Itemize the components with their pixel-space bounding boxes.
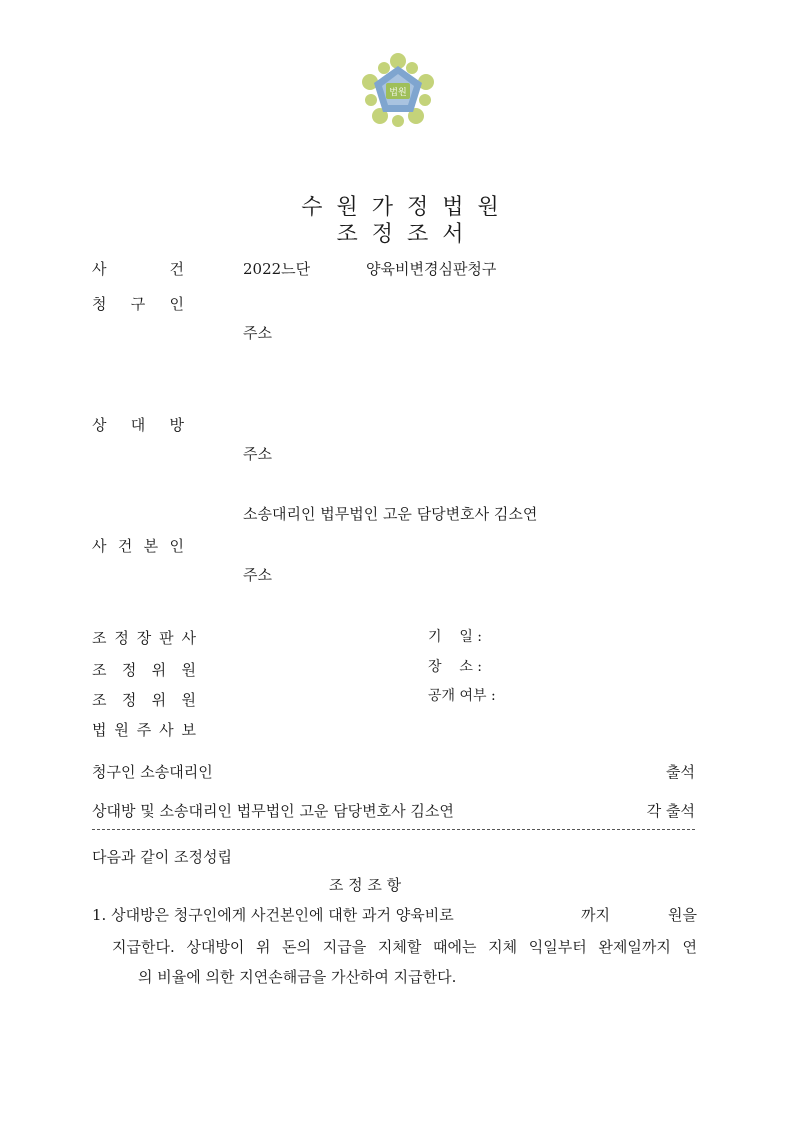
divider (92, 829, 695, 830)
court-emblem-icon (360, 52, 436, 128)
attendance-row2-label: 상대방 및 소송대리인 법무법인 고운 담당변호사 김소연 (92, 802, 454, 820)
claimant-label (92, 293, 184, 314)
label-char: 조 (92, 691, 107, 709)
label-char: 위 (151, 661, 167, 679)
label-char: 사 (92, 260, 107, 278)
label-char: 정 (121, 691, 137, 709)
label-char: 보 (181, 721, 196, 739)
label-char: 본 (143, 537, 159, 555)
svg-text:법원: 법원 (389, 88, 407, 98)
court-name: 수원가정법원 (301, 195, 513, 220)
terms-heading: 조 정 조 항 (328, 876, 402, 894)
label-char: 원 (181, 691, 196, 709)
respondent-address-label: 주소 (243, 445, 272, 463)
respondent-label (92, 414, 184, 435)
mediator-1-label (92, 659, 196, 680)
respondent-agent: 소송대리인 법무법인 고운 담당변호사 김소연 (243, 505, 538, 523)
label-char: 구 (130, 295, 146, 313)
label-char: 조 (92, 629, 107, 647)
attendance-row2-status: 각 출석 (646, 802, 695, 820)
label-char: 위 (151, 691, 167, 709)
label-char: 건 (117, 537, 133, 555)
claimant-address-label: 주소 (243, 324, 272, 342)
label-char: 인 (169, 295, 184, 313)
label-char: 원 (181, 661, 196, 679)
label-char: 인 (169, 537, 184, 555)
term-1-line-1a: 1. 상대방은 청구인에게 사건본인에 대한 과거 양육비로 (92, 906, 454, 924)
label-char: 건 (169, 260, 184, 278)
label-char: 사 (181, 629, 196, 647)
label-char: 청 (92, 295, 107, 313)
term-1-line-1b: 까지 (581, 906, 610, 924)
attendance-row1-label: 청구인 소송대리인 (92, 763, 213, 781)
case-name: 양육비변경심판청구 (366, 260, 497, 278)
case-label (92, 258, 184, 279)
document-title: 조정조서 (336, 222, 478, 247)
label-char: 방 (169, 416, 184, 434)
principal-address-label: 주소 (243, 566, 272, 584)
label-char: 조 (92, 661, 107, 679)
public-label: 공개 여부 : (428, 688, 496, 704)
label-char: 원 (114, 721, 129, 739)
term-1-line-3: 의 비율에 의한 지연손해금을 가산하여 지급한다. (138, 968, 457, 986)
clerk-label (92, 719, 196, 740)
label-char: 사 (159, 721, 174, 739)
mediator-2-label (92, 689, 196, 710)
terms-intro: 다음과 같이 조정성립 (92, 848, 232, 866)
label-char: 장 (136, 629, 152, 647)
label-char: 사 (92, 537, 107, 555)
date-label: 기 일 : (428, 629, 483, 645)
label-char: 정 (114, 629, 129, 647)
label-char: 대 (130, 416, 146, 434)
term-1-line-1c: 원을 (668, 906, 697, 924)
label-char: 주 (136, 721, 152, 739)
place-label: 장 소 : (428, 659, 483, 675)
principal-label (92, 535, 184, 556)
label-char: 정 (121, 661, 137, 679)
label-char: 법 (92, 721, 107, 739)
label-char: 상 (92, 416, 107, 434)
term-1-line-2: 지급한다. 상대방이 위 돈의 지급을 지체할 때에는 지체 익일부터 완제일까지 연 (112, 938, 697, 956)
case-number: 2022느단 (243, 260, 311, 278)
attendance-row1-status: 출석 (666, 763, 695, 781)
label-char: 판 (159, 629, 174, 647)
presiding-mediator-label (92, 627, 196, 648)
